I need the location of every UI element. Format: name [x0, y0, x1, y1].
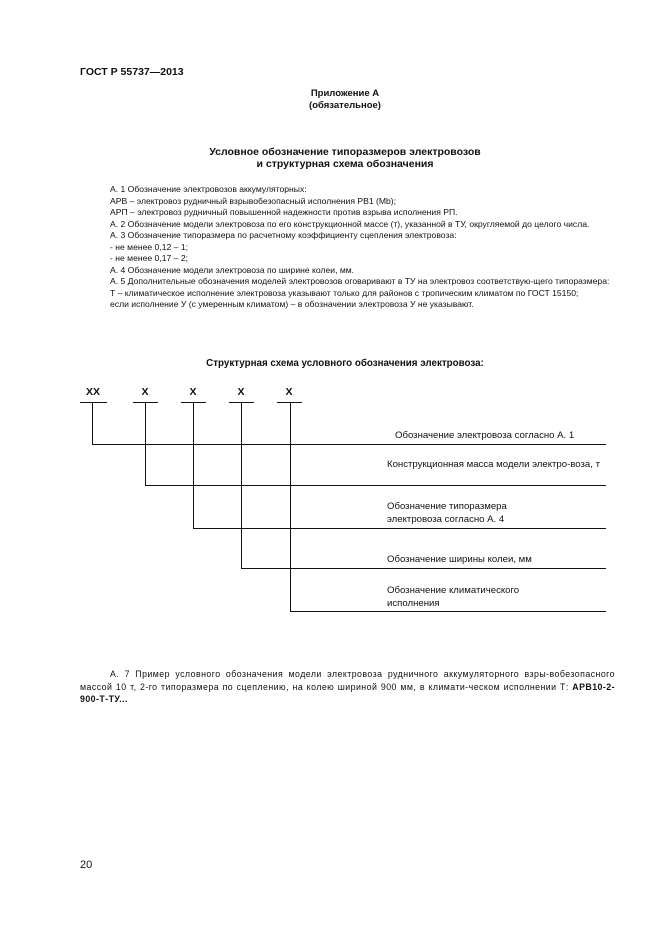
- scheme-underline-1: [80, 402, 107, 403]
- scheme-label-5-line1: Обозначение климатического: [387, 585, 520, 596]
- scheme-label-3-line1: Обозначение типоразмера: [387, 501, 507, 512]
- paragraph-a5: А. 5 Дополнительные обозначения моделей электровозов оговаривают в ТУ на электровоз соответствую-щего типоразмера:: [110, 276, 610, 286]
- standard-number: ГОСТ Р 55737—2013: [80, 66, 184, 78]
- paragraph-a5-t: Т – климатическое исполнение электровоза указывают только для районов с тропическим климатом по ГОСТ 15150;: [110, 287, 579, 298]
- paragraph-arp: АРП – электровоз рудничный повышенной надежности против взрыва исполнения РП.: [110, 207, 458, 217]
- paragraph-a3-item2: - не менее 0,17 – 2;: [110, 253, 188, 263]
- paragraph-a1: А. 1 Обозначение электровозов аккумуляторных:: [110, 184, 307, 194]
- scheme-connector-3: [193, 402, 194, 528]
- scheme-code-2: Х: [141, 386, 149, 398]
- scheme-title: Структурная схема условного обозначения электровоза:: [206, 358, 484, 369]
- example-paragraph: [80, 668, 615, 706]
- scheme-label-3-line2: электровоза согласно А. 4: [387, 514, 505, 525]
- scheme-connector-5: [290, 402, 291, 611]
- scheme-leader-2: [145, 485, 606, 486]
- scheme-leader-5: [290, 611, 606, 612]
- scheme-label-4: Обозначение ширины колеи, мм: [387, 554, 532, 565]
- scheme-leader-1: [92, 444, 606, 445]
- scheme-leader-4: [241, 568, 606, 569]
- scheme-label-1: Обозначение электровоза согласно А. 1: [395, 430, 575, 441]
- scheme-code-3: Х: [189, 386, 197, 398]
- scheme-connector-1: [92, 402, 93, 444]
- scheme-leader-3: [193, 528, 606, 529]
- paragraph-a5-u: если исполнение У (с умеренным климатом) – в обозначении электровоза У не указывают.: [110, 299, 474, 309]
- section-title-line2: и структурная схема обозначения: [256, 158, 434, 170]
- page-number: 20: [80, 859, 93, 871]
- paragraph-a2: А. 2 Обозначение модели электровоза по его конструкционной массе (т), указанной в ТУ, округляемой до целого числа.: [110, 218, 590, 229]
- paragraph-arv: АРВ – электровоз рудничный взрывобезопасный исполнения РВ1 (Mb);: [110, 195, 397, 206]
- paragraph-a4: А. 4 Обозначение модели электровоза по ширине колеи, мм.: [110, 264, 355, 275]
- appendix-title: Приложение А: [310, 88, 380, 99]
- example-text: А. 7 Пример условного обозначения модели электровоза рудничного аккумуляторного взры-вобезопасного массой 10 т, 2-го типоразмера по сцеплению, на колею шириной 900 мм, в климати-ческом исполнении Т:: [80, 669, 615, 692]
- paragraph-a3-item1: - не менее 0,12 – 1;: [110, 241, 188, 252]
- paragraph-a3: А. 3 Обозначение типоразмера по расчетному коэффициенту сцепления электровоза:: [110, 230, 457, 240]
- scheme-label-2: Конструкционная масса модели электро-воза, т: [387, 459, 600, 470]
- example-code: АРВ10-2-900-Т-ТУ...: [80, 681, 615, 704]
- scheme-code-5: Х: [285, 386, 293, 398]
- scheme-code-1: ХХ: [85, 386, 100, 398]
- section-title-line1: Условное обозначение типоразмеров электровозов: [209, 146, 481, 158]
- scheme-label-5-line2: исполнения: [387, 598, 440, 609]
- scheme-code-4: Х: [237, 386, 245, 398]
- appendix-type: (обязательное): [309, 100, 381, 111]
- body-text: [80, 184, 615, 311]
